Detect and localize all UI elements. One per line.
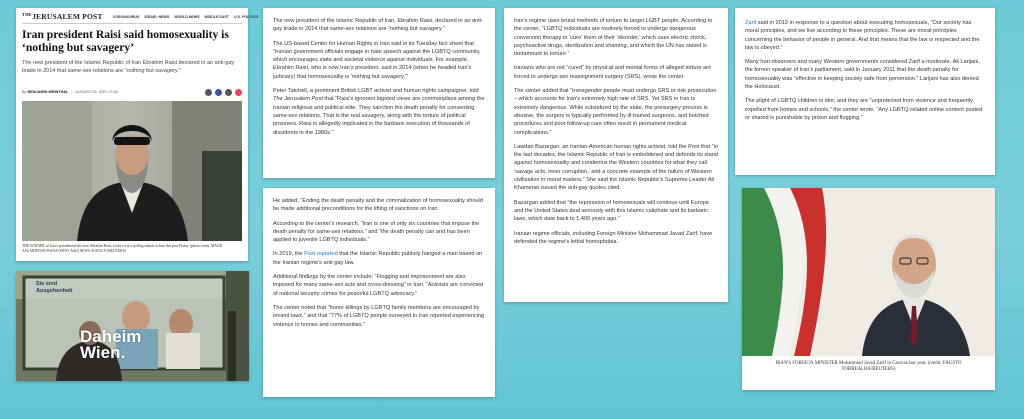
paragraph: Iranians who are not “cured” by physical and mental forms of alleged torture are forced to undergo sex reassignment surgery (SRS), wrote the center. — [514, 65, 712, 80]
paragraph: In 2019, the Post reported that the Islamic Republic publicly hanged a man based on the Iranian regime's anti-gay law. — [273, 251, 483, 266]
masthead — [22, 12, 259, 24]
paragraph: Iranian regime officials, including Foreign Minister Mohammad Javad Zarif, have defended the regime's lethal homophobia. — [514, 230, 713, 245]
zarif-photo — [742, 188, 995, 356]
byline — [22, 87, 242, 97]
top-nav — [113, 15, 259, 19]
poster-big-text: Daheim Wien. — [80, 327, 142, 362]
nav-item-middle-east[interactable]: MIDDLE EAST — [204, 14, 229, 19]
article-headline: Iran president Raisi said homosexuality is ‘nothing but savagery’ — [22, 28, 229, 54]
article-text-block-3 — [504, 8, 728, 302]
paragraph: Lawdan Bazargan, an Iranian-American human rights activist, told the Post that “in the last decades, the Islamic Republic of Iran is emboldened and defends its stand against homosexuality and condemns the Western countries for what they call ‘savage acts, inner corruption,’ and a concrete example of the failure of Western civilization in moral matters.” She said the Islamic Republic's Supreme Leader Ali Khamenei issued the anti-gay quotes cited. — [514, 143, 718, 192]
share-facebook-icon[interactable] — [215, 89, 222, 96]
byline-text: By BENJAMIN WEINTHAL — [22, 90, 69, 94]
paragraph: According to the center's research, “Iran is one of only six countries that impose the death penalty for same-sex relations,” and “the death penalty can and has been applied to juvenile LGBTQ individuals.” — [273, 220, 480, 244]
article-header-card — [16, 8, 259, 261]
paragraph: He added, “Ending the death penalty and the criminalization of homosexuality should be made additional preconditions for the lifting of sanctions on Iran. — [273, 198, 483, 213]
paragraph: The new president of the Islamic Republic of Iran, Ebrahim Raisi, declared in an anti-gay tirade in 2014 that same-sex relations are “nothing but savagery.” — [273, 18, 483, 33]
paragraph: The US-based Center for Human Rights in Iran said in its Tuesday fact sheet that “Iranian government officials engage in hate speech against the LGBTQ community, which encourages state and societal violence against individuals. For example, Ebrahim Raisi, who is now Iran's president, said in 2014 (when he headed Iran's judiciary) that homosexuality is ‘nothing but savagery.’” — [273, 40, 481, 80]
nav-item-coronavirus[interactable]: CORONAVIRUS — [112, 14, 140, 19]
paragraph: The center added that “transgender people must undergo SRS or risk prosecution – which accounts for Iran's extremely high rate of SRS. Yet SRS in Iran is extremely dangerous. While subsidized by the state, the presurgery process is abusive, the surgery is typically performed by ill-trained surgeons, and botched procedures and poor follow-up care often result in permanent medical complications.” — [514, 88, 717, 136]
article-text-block-2 — [263, 188, 495, 397]
post-reported-link[interactable]: Post reported — [304, 251, 338, 258]
paragraph: Zarif said in 2019 in response to a question about executing homosexuals, “Our society has moral principles, and we live according to these principles. These are moral principles concerning the behavior of people in general. And that means that the law is respected and the law is obeyed.” — [745, 20, 980, 51]
byline-date: AUGUST 25, 2021 17:59 — [75, 90, 118, 94]
paragraph: Additional findings by the center include: “Flogging and imprisonment are also imposed for many same-sex acts and cross-dressing” in Iran. “Activists are convicted of national security crimes for peaceful LGBTQ advocacy.” — [273, 274, 484, 297]
nav-item-world-news[interactable]: WORLD NEWS — [174, 14, 200, 19]
paragraph: Bazargan added that “the repression of homosexuals will continue until Europe and the United States deal seriously with this Islamic caliphate and its barbaric laws, which date back to 1,400 years ago.” — [514, 199, 709, 223]
raisi-photo — [22, 101, 242, 241]
byline-separator: | — [71, 90, 73, 94]
paragraph: Iran's regime uses brutal methods of torture to target LGBT people. According to the center, “LGBTQ individuals are routinely forced to undergo dangerous conversion therapy to ‘cure’ them of their ‘disorder,’ which uses electric shock, psychoactive drugs, sterilization and shaming, and which the UN has stated is tantamount to torture.” — [514, 18, 713, 58]
paragraph: Peter Tatchell, a prominent British LGBT activist and human rights campaigner, told The Jerusalem Post that “Raisi's ignorant bigoted views are commonplace among the Iranian religious and political elite. They sanction the death penalty for consenting same-sex relations. That is the real savagery, along with the torture of political prisoners. Raisi is allegedly implicated in the barbaric execution of thousands of dissidents in the 1980s.” — [273, 88, 485, 136]
share-print-icon[interactable] — [205, 89, 212, 96]
poster-small-text: Sie sind Ausgehenheit — [36, 281, 73, 294]
article-text-block-4 — [735, 8, 995, 175]
vienna-poster-photo — [16, 271, 249, 381]
site-logo[interactable]: $^{THE}$JERUSALEM POST — [22, 12, 103, 21]
paragraph: Many Iran observers and many Western governments considered Zarif a moderate. Ali Larijani, the former speaker of Iran's parliament, said in January 2011 that the death penalty for homosexuality was “effective in keeping society safe from perversion.” Larijani has also denied the Holocaust. — [745, 59, 980, 91]
share-instagram-icon[interactable] — [235, 89, 242, 96]
publication-name: The Jerusalem Post — [273, 96, 323, 103]
share-buttons — [205, 89, 242, 96]
paragraph: The plight of LGBTQ children is dire, and they are “unprotected from violence and frequently expelled from homes and schools,” the center wrote. “Any LGBTQ-related online content posted or shared is punishable by prison and flogging.” — [745, 98, 983, 121]
byline-author[interactable]: BENJAMIN WEINTHAL — [27, 90, 69, 94]
share-twitter-icon[interactable] — [225, 89, 232, 96]
article-deck: The new president of the Islamic Republic of Iran Ebrahim Raisi declared in an anti-gay tirade in 2014 that same-sex relations are “nothing but savagery.” — [22, 60, 235, 74]
article-text-block-1 — [263, 8, 495, 178]
nav-item-israel-news[interactable]: ISRAEL NEWS — [144, 14, 170, 19]
paragraph: The center noted that “honor killings by LGBTQ family members are encouraged by lenient laws,” and that “77% of LGBTQ people surveyed in Iran reported experiencing violence in homes and communities.” — [273, 304, 485, 328]
zarif-photo-card — [742, 188, 995, 390]
zarif-link[interactable]: Zarif — [745, 20, 757, 26]
raisi-photo-caption: THE WINNER of Iran's presidential election, Ebrahim Raisi, looks on at a polling station in Iran this past Friday. (photo credit: MAJID ASGARIPOUR/WANA (WEST ASIA NEWS AGENCY)/REUTERS) — [22, 244, 223, 253]
nav-item-us-politics[interactable]: U.S. POLITICS — [233, 14, 259, 19]
zarif-photo-caption: IRAN'S FOREIGN MINISTER Mohammad Javad Zarif in Caracas last year. (credit: FAUSTO TORREALBA/REUTERS) — [775, 361, 962, 373]
